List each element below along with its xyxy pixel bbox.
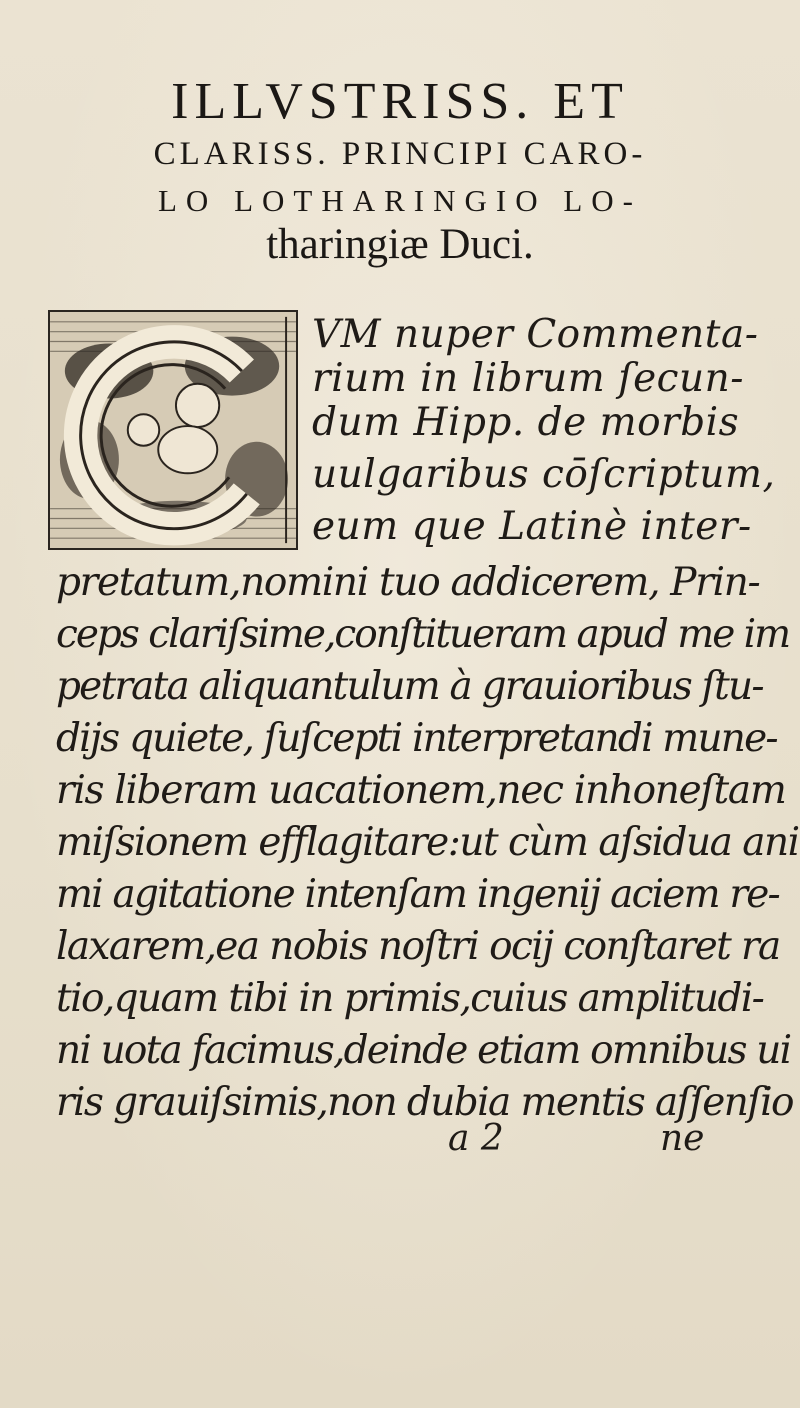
dedication-heading-line-2: CLARISS. PRINCIPI CARO- bbox=[153, 136, 647, 172]
body-line-1: VM nuper Commenta- bbox=[312, 312, 759, 357]
body-line-13: laxarem,ea nobis noſtri ocij conſtaret ra bbox=[56, 924, 780, 969]
decorated-initial-c-icon bbox=[48, 310, 298, 550]
body-line-15: ni uota facimus,deinde etiam omnibus ui bbox=[56, 1028, 791, 1073]
dedication-heading-line-3: LO LOTHARINGIO LO- bbox=[158, 183, 642, 218]
signature-mark: a 2 bbox=[448, 1118, 504, 1159]
body-line-9: dijs quiete, ſuſcepti interpretandi mune- bbox=[56, 716, 777, 761]
body-line-2: rium in librum ſecun- bbox=[312, 356, 744, 401]
body-line-11: miſsionem efflagitare:ut cùm aſsidua ani bbox=[56, 820, 799, 865]
body-line-4: uulgaribus cōſcriptum, bbox=[312, 452, 776, 497]
body-line-8: petrata aliquantulum à grauioribus ſtu- bbox=[56, 664, 763, 709]
body-line-5: eum que Latinè inter- bbox=[312, 504, 752, 549]
catchword: ne bbox=[660, 1118, 705, 1159]
body-line-7: ceps clariſsime,conſtitueram apud me im bbox=[56, 612, 790, 657]
body-line-6: pretatum,nomini tuo addicerem, Prin- bbox=[56, 560, 760, 605]
dedication-heading-line-4: tharingiæ Duci. bbox=[266, 221, 534, 268]
body-line-14: tio,quam tibi in primis,cuius amplitudi- bbox=[56, 976, 764, 1021]
dedication-heading-line-1: ILLVSTRISS. ET bbox=[171, 73, 629, 130]
body-line-12: mi agitatione intenſam ingenij aciem re- bbox=[56, 872, 779, 917]
body-line-10: ris liberam uacationem,nec inhoneſtam bbox=[56, 768, 786, 813]
body-line-16: ris grauiſsimis,non dubia mentis aſſenſio bbox=[56, 1080, 793, 1125]
body-line-3: dum Hipp. de morbis bbox=[312, 400, 740, 445]
